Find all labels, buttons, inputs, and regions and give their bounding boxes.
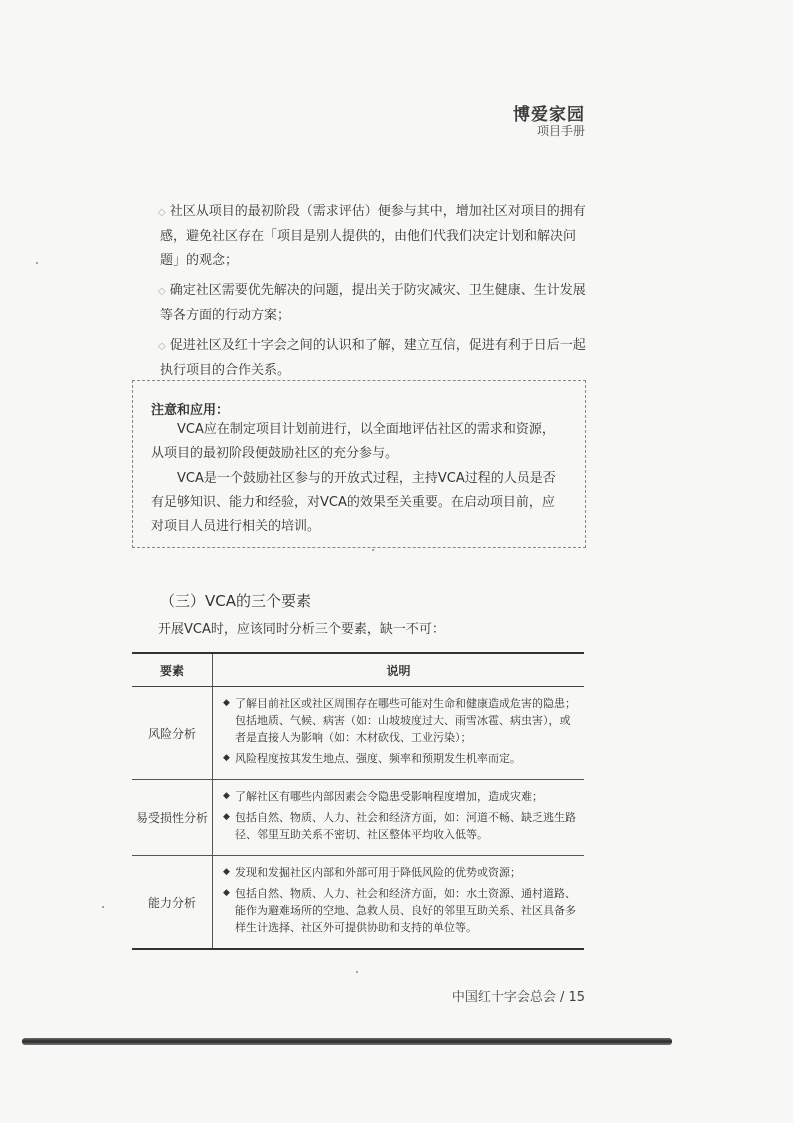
note-box [132,380,586,548]
column-header-description: 说明 [213,653,585,687]
description-item [223,864,576,881]
diamond-bullet-icon: ◆ [223,698,230,708]
element-cell: 能力分析 [132,856,213,950]
section-intro: 开展VCA时，应该同时分析三个要素，缺一不可： [158,622,445,637]
scan-edge-bar [22,1038,672,1045]
list-item-text: 确定社区需要优先解决的问题，提出关于防灾减灾、卫生健康、生计发展等各方面的行动方案； [160,283,586,323]
header-subtitle: 项目手册 [536,124,585,138]
element-cell: 风险分析 [132,687,213,780]
description-item [223,809,576,843]
table-header-row [132,653,584,687]
description-item-text: 风险程度按其发生地点、强度、频率和预期发生机率而定。 [235,752,521,765]
element-cell: 易受损性分析 [132,780,213,856]
list-item [160,200,590,273]
description-item [223,885,576,936]
note-title: 注意和应用： [151,403,230,418]
scan-speck [36,262,38,264]
description-item-text: 了解社区有哪些内部因素会令隐患受影响程度增加，造成灾难； [235,790,543,803]
table-row [132,687,584,780]
column-header-element: 要素 [132,653,213,687]
description-item-text: 了解目前社区或社区周围存在哪些可能对生命和健康造成危害的隐患；包括地质、气候、病害（如：山坡坡度过大、雨雪冰雹、病虫害），或者是直接人为影响（如：木材砍伐、工业污染）； [235,697,576,744]
note-paragraph: VCA是一个鼓励社区参与的开放式过程，主持VCA过程的人员是否有足够知识、能力和经验，对VCA的效果至关重要。在启动项目前，应对项目人员进行相关的培训。 [151,471,556,534]
list-item [160,334,590,383]
list-item-text: 社区从项目的最初阶段（需求评估）便参与其中，增加社区对项目的拥有感，避免社区存在「项目是别人提供的，由他们代我们决定计划和解决问题」的观念； [160,204,586,268]
page-footer: 中国红十字会总会 / 15 [451,990,585,1005]
diamond-bullet-icon: ◆ [223,812,230,822]
section-title: （三）VCA的三个要素 [160,592,311,610]
description-item-text: 包括自然、物质、人力、社会和经济方面，如：水土资源、通村道路、能作为避难场所的空地、急救人员、良好的邻里互助关系、社区具备多样生计选择、社区外可提供协助和支持的单位等。 [235,887,576,934]
list-item [160,279,590,328]
table-row [132,856,584,950]
diamond-bullet-icon: ◆ [223,791,230,801]
description-item [223,788,576,805]
bullet-mark-icon: ◇ [158,207,166,218]
description-cell [213,687,585,780]
vca-elements-table [132,652,584,950]
scan-speck [356,971,358,973]
diamond-bullet-icon: ◆ [223,867,230,877]
description-item-text: 发现和发掘社区内部和外部可用于降低风险的优势或资源； [235,866,521,879]
diamond-bullet-icon: ◆ [223,888,230,898]
bullet-mark-icon: ◇ [158,341,166,352]
bullet-mark-icon: ◇ [158,286,166,297]
description-cell [213,856,585,950]
note-paragraph: VCA应在制定项目计划前进行，以全面地评估社区的需求和资源，从项目的最初阶段便鼓励社区的充分参与。 [151,422,555,461]
description-cell [213,780,585,856]
description-item-text: 包括自然、物质、人力、社会和经济方面，如：河道不畅、缺乏逃生路径、邻里互助关系不密切、社区整体平均收入低等。 [235,811,576,841]
list-item-text: 促进社区及红十字会之间的认识和了解，建立互信，促进有利于日后一起执行项目的合作关系。 [160,338,586,378]
diamond-bullet-icon: ◆ [223,753,230,763]
header-title: 博爱家园 [513,105,585,125]
objective-list [160,200,590,389]
table-row [132,780,584,856]
description-item [223,695,576,746]
scan-speck [102,906,104,908]
scan-speck [372,549,374,551]
description-item [223,750,576,767]
